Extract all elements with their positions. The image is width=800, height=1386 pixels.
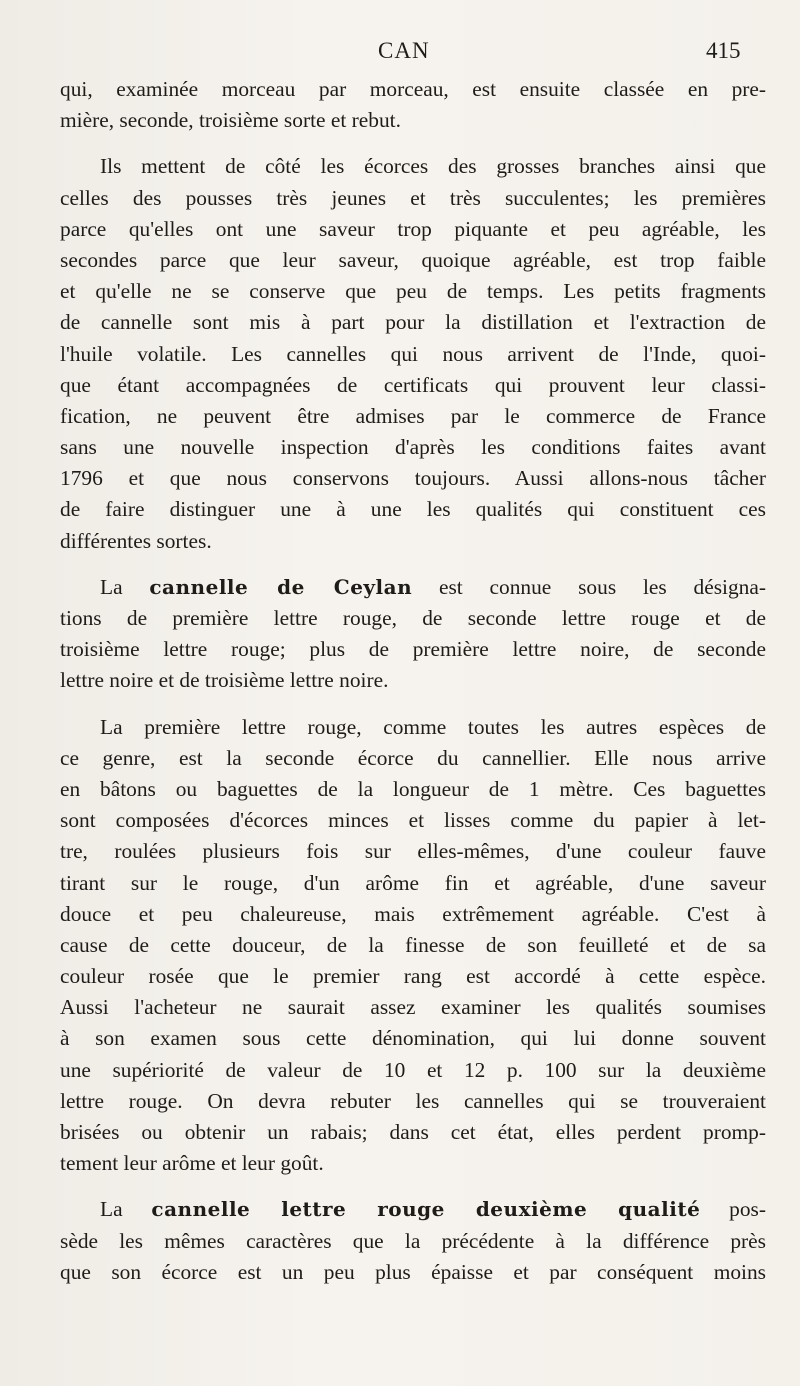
text-line: à son examen sous cette dénomination, qui lui donne souvent xyxy=(60,1026,766,1051)
paragraph xyxy=(60,712,766,1180)
text-line: mière, seconde, troisième sorte et rebut. xyxy=(60,108,401,133)
line-prefix: La xyxy=(100,1197,152,1222)
line-suffix: est connue sous les désigna- xyxy=(412,574,766,599)
text-line: brisées ou obtenir un rabais; dans cet état, elles perdent promp- xyxy=(60,1120,766,1144)
term-cannelle-de-ceylan: cannelle de Ceylan xyxy=(149,574,413,599)
page-header xyxy=(0,38,800,72)
line-suffix: pos- xyxy=(700,1197,766,1222)
text-line: en bâtons ou baguettes de la longueur de 1 mètre. Ces baguettes xyxy=(60,776,766,801)
text-line: sans une nouvelle inspection d'après les conditions faites avant xyxy=(60,435,766,460)
paragraph xyxy=(60,151,766,556)
paragraph xyxy=(60,572,766,697)
text-line xyxy=(60,572,766,603)
text-line: La première lettre rouge, comme toutes les autres espèces de xyxy=(100,714,766,739)
body-text xyxy=(60,74,766,1288)
text-line: de cannelle sont mis à part pour la distillation et l'extraction de xyxy=(60,310,766,335)
text-line: troisième lettre rouge; plus de première lettre noire, de seconde xyxy=(60,637,766,662)
text-line: cause de cette douceur, de la finesse de son feuilleté et de sa xyxy=(60,932,766,957)
text-line: couleur rosée que le premier rang est accordé à cette espèce. xyxy=(60,964,766,989)
text-line: que son écorce est un peu plus épaisse et par conséquent moins xyxy=(60,1259,766,1284)
text-line: qui, examinée morceau par morceau, est ensuite classée en pre- xyxy=(60,77,766,101)
text-line xyxy=(60,1194,766,1225)
text-line: sont composées d'écorces minces et lisses comme du papier à let- xyxy=(60,808,766,833)
text-line: différentes sortes. xyxy=(60,528,212,553)
paragraph xyxy=(60,74,766,136)
text-line: que étant accompagnées de certificats qui prouvent leur classi- xyxy=(60,372,766,397)
text-line: 1796 et que nous conservons toujours. Aussi allons-nous tâcher xyxy=(60,466,766,491)
text-line: de faire distinguer une à une les qualités qui constituent ces xyxy=(60,497,766,522)
text-line: une supériorité de valeur de 10 et 12 p. 100 sur la deuxième xyxy=(60,1057,766,1082)
text-line: parce qu'elles ont une saveur trop piquante et peu agréable, les xyxy=(60,216,766,241)
line-prefix: La xyxy=(100,574,150,599)
text-line: tions de première lettre rouge, de seconde lettre rouge et de xyxy=(60,606,766,630)
text-line: tement leur arôme et leur goût. xyxy=(60,1151,324,1176)
text-line: lettre noire et de troisième lettre noire. xyxy=(60,668,389,693)
text-line: lettre rouge. On devra rebuter les cannelles qui se trouveraient xyxy=(60,1088,766,1113)
text-line: l'huile volatile. Les cannelles qui nous arrivent de l'Inde, quoi- xyxy=(60,341,766,366)
running-head: CAN xyxy=(378,38,430,63)
text-line: fication, ne peuvent être admises par le commerce de France xyxy=(60,403,766,428)
text-line: tirant sur le rouge, d'un arôme fin et agréable, d'une saveur xyxy=(60,870,766,895)
text-line: Aussi l'acheteur ne saurait assez examiner les qualités soumises xyxy=(60,995,766,1020)
text-line: sède les mêmes caractères que la précédente à la différence près xyxy=(60,1228,766,1253)
text-line: celles des pousses très jeunes et très succulentes; les premières xyxy=(60,185,766,210)
term-cannelle-lettre-rouge-deuxieme-qualite: cannelle lettre rouge deuxième qualité xyxy=(151,1197,701,1222)
text-line: douce et peu chaleureuse, mais extrêmement agréable. C'est à xyxy=(60,901,766,926)
text-line: secondes parce que leur saveur, quoique agréable, est trop faible xyxy=(60,247,766,272)
text-line: ce genre, est la seconde écorce du cannellier. Elle nous arrive xyxy=(60,745,766,770)
text-line: tre, roulées plusieurs fois sur elles-mêmes, d'une couleur fauve xyxy=(60,839,766,864)
text-line: Ils mettent de côté les écorces des grosses branches ainsi que xyxy=(100,154,766,179)
paragraph xyxy=(60,1194,766,1288)
text-line: et qu'elle ne se conserve que peu de temps. Les petits fragments xyxy=(60,279,766,304)
page-number: 415 xyxy=(706,38,741,63)
